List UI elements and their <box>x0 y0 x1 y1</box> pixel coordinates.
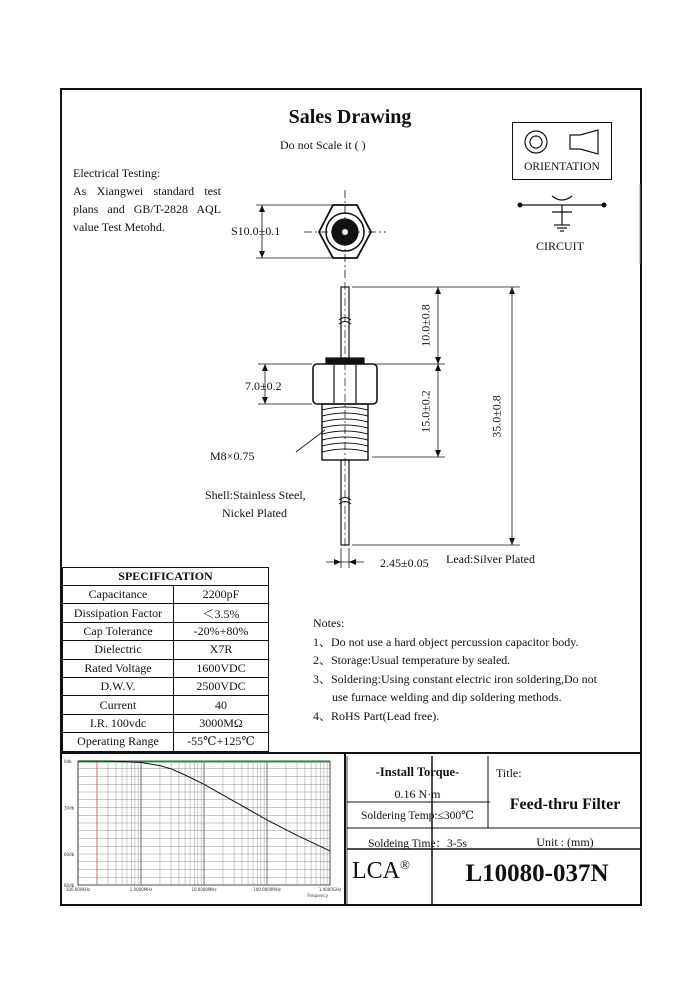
table-row: Dissipation Factor ＜3.5% <box>63 604 269 622</box>
electrical-testing-line: plans and GB/T-2828 AQL <box>73 202 221 216</box>
y-tick-label: 80db <box>64 883 75 888</box>
notes-heading: Notes: <box>313 616 345 630</box>
dim-thread: M8×0.75 <box>210 449 255 463</box>
specification-heading: SPECIFICATION <box>63 568 269 586</box>
install-torque-label: -Install Torque- <box>375 765 460 779</box>
electrical-testing-line: value Test Metohd. <box>73 220 165 234</box>
table-row: Capacitance 2200pF <box>63 586 269 604</box>
electrical-testing-line: As Xiangwei standard test <box>73 184 221 198</box>
table-row: Current 40 <box>63 696 269 714</box>
x-tick-label: 100.0000MHz <box>253 887 281 892</box>
x-tick-label: 1.0000GHz <box>318 887 342 892</box>
dim-total-length: 35.0±0.8 <box>489 395 504 438</box>
soldering-time: Soldeing Time：3-5s <box>368 838 467 850</box>
install-torque-value: 0.16 N·m <box>394 787 441 801</box>
dim-hex-height: 7.0±0.2 <box>245 379 282 393</box>
x-tick-label: 1.0000MHz <box>129 887 153 892</box>
note-item: 1、Do not use a hard object percussion capacitor body. <box>313 634 579 649</box>
y-tick-label: 0db <box>64 759 72 764</box>
orientation-label: ORIENTATION <box>524 161 600 173</box>
dim-lead-diameter: 2.45±0.05 <box>380 556 429 570</box>
note-item: 3、Soldering:Using constant electric iron soldering,Do not <box>313 671 597 686</box>
title-value: Feed-thru Filter <box>509 796 621 813</box>
shell-plating: Nickel Plated <box>222 506 287 520</box>
table-row: D.W.V. 2500VDC <box>63 677 269 695</box>
specification-table <box>62 567 269 752</box>
soldering-temp: Soldering Temp:≤300℃ <box>360 810 475 822</box>
dim-body-length: 15.0±0.2 <box>418 390 433 433</box>
dim-hex-width: S10.0±0.1 <box>231 224 281 238</box>
note-item: 2、Storage:Usual temperature by sealed. <box>313 653 511 667</box>
table-row: Operating Range -55℃+125℃ <box>63 733 269 751</box>
note-item: use furnace welding and dip soldering methods. <box>332 690 562 704</box>
y-tick-label: 60db <box>64 852 75 857</box>
table-row: I.R. 100vdc 3000MΩ <box>63 714 269 732</box>
lead-material: Lead:Silver Plated <box>446 552 535 566</box>
notes <box>313 614 597 725</box>
note-item: 4、RoHS Part(Lead free). <box>313 708 440 723</box>
table-row: Dielectric X7R <box>63 641 269 659</box>
scale-note: Do not Scale it ( ) <box>280 138 366 152</box>
y-tick-label: 30db <box>64 805 75 811</box>
table-row: Rated Voltage 1600VDC <box>63 659 269 677</box>
table-row: Cap Tolerance -20%+80% <box>63 622 269 640</box>
circuit-label: CIRCUIT <box>536 239 584 253</box>
title-label: Title: <box>496 766 522 780</box>
registered-mark: ® <box>400 857 410 872</box>
insertion-loss-chart <box>62 756 345 902</box>
page-title: Sales Drawing <box>288 106 412 128</box>
dim-top-lead: 10.0±0.8 <box>418 304 433 347</box>
electrical-testing-heading: Electrical Testing: <box>73 166 161 180</box>
x-axis-label: Frequency <box>307 893 328 898</box>
part-number: L10080-037N <box>465 860 609 887</box>
x-tick-label: 100.000KHz <box>65 887 91 892</box>
x-tick-label: 10.0000MHz <box>191 887 217 892</box>
unit-label: Unit : (mm) <box>536 835 594 849</box>
brand-name: LCA <box>352 858 400 884</box>
brand-logo <box>352 857 410 885</box>
shell-material: Shell:Stainless Steel, <box>205 488 306 502</box>
